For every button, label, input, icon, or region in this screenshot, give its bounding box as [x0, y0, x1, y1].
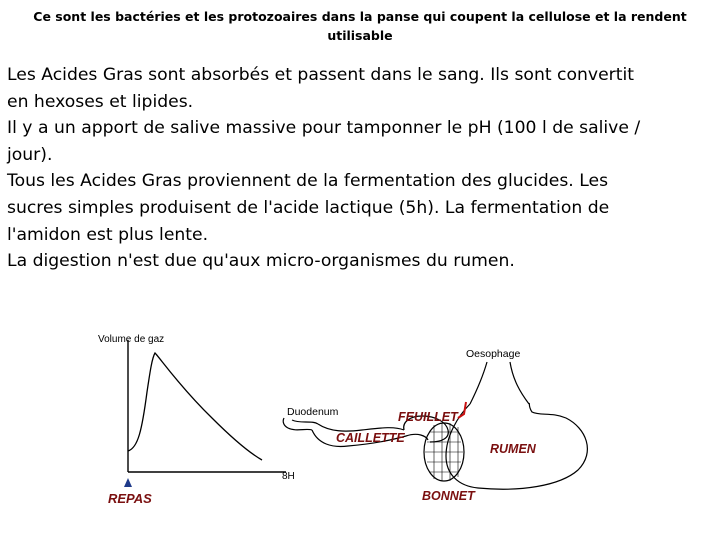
body-line: Les Acides Gras sont absorbés et passent dans le sang. Ils sont convertit: [7, 65, 634, 85]
rumen-label: RUMEN: [490, 442, 536, 456]
body-line: jour).: [7, 144, 53, 165]
meal-marker-icon: [124, 478, 132, 487]
gas-volume-graph: [98, 334, 295, 506]
abomasum-upper-outline: [318, 424, 404, 431]
meal-label: REPAS: [108, 491, 152, 506]
oesophage-label: Oesophage: [466, 348, 521, 360]
stomach-diagram: [283, 362, 587, 489]
rumen-outline: [446, 403, 587, 489]
reticulum-outline: [424, 423, 464, 481]
graph-xlabel: 8H: [282, 471, 295, 482]
duodenum-tube: [283, 418, 312, 430]
feuillet-bracket: [458, 402, 466, 418]
body-line: Il y a un apport de salive massive pour tamponner le pH (100 l de salive /: [7, 118, 641, 139]
oesophagus-tube-right: [510, 362, 529, 404]
duodenum-label: Duodenum: [287, 406, 339, 418]
header-line-1: Ce sont les bactéries et les protozoaires dans la panse qui coupent la cellulose et la rendent: [33, 9, 687, 24]
body-line: l'amidon est plus lente.: [7, 224, 209, 245]
body-line: sucres simples produisent de l'acide lactique (5h). La fermentation de: [7, 197, 610, 218]
gas-curve: [128, 353, 262, 460]
body-line: en hexoses et lipides.: [7, 91, 194, 112]
feuillet-label: FEUILLET: [398, 410, 458, 424]
reticulum-honeycomb: [425, 423, 463, 481]
duodenum-tube-inner: [292, 420, 318, 424]
oesophagus-tube-left: [470, 362, 487, 404]
body-line: Tous les Acides Gras proviennent de la fermentation des glucides. Les: [7, 171, 609, 192]
abomasum-lower-outline: [312, 430, 428, 446]
graph-ylabel: Volume de gaz: [98, 334, 165, 345]
slide-header: [0, 7, 720, 45]
caillette-label: CAILLETTE: [336, 431, 405, 445]
omasum-outline: [404, 416, 449, 442]
body-line: La digestion n'est due qu'aux micro-organismes du rumen.: [7, 251, 515, 272]
header-line-2: utilisable: [327, 28, 393, 43]
bonnet-label: BONNET: [422, 489, 475, 503]
body-text: [7, 62, 717, 275]
